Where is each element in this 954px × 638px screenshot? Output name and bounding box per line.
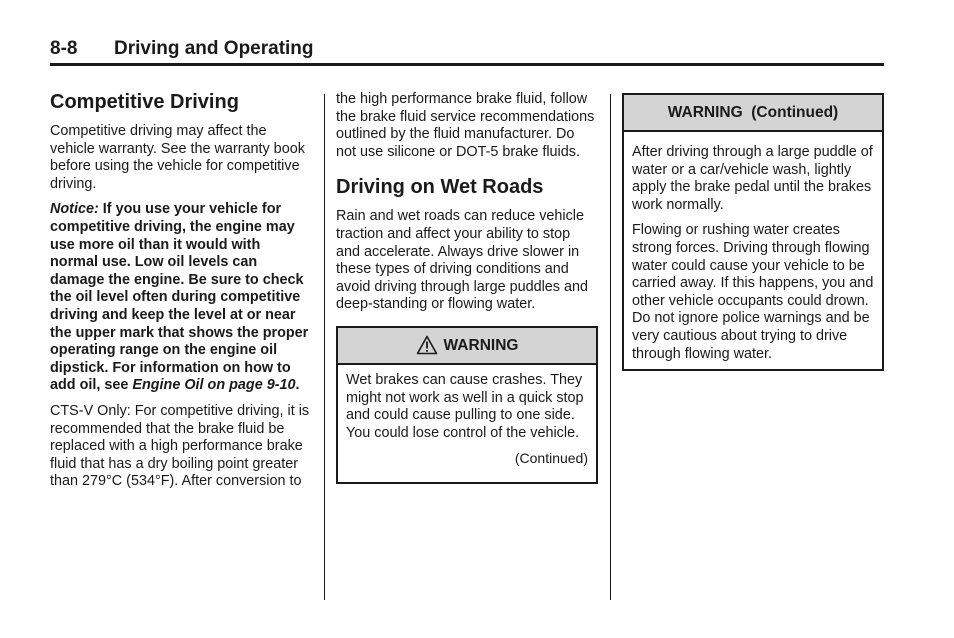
warning-body [338,365,596,482]
page-header [50,38,884,64]
warning-header [338,328,596,365]
header-rule [50,63,884,66]
notice-text: If you use your vehicle for competitive driving, the engine may use more oil than it would with normal use. Low oil levels can damage the engine. Be sure to check the oil level often during competitive driving and keep the level at or near the upper mark that shows the proper operating range on the engine oil dipstick. For information on how to add oil, see [50,201,309,394]
after-driving-paragraph: After driving through a large puddle of water or a car/vehicle wash, lightly apply the brake pedal until the brakes work normally. [632,144,873,213]
page-number: 8-8 [50,38,78,59]
warning-continued-box [622,93,884,371]
column-1 [50,90,312,499]
brake-fluid-continued: the high performance brake fluid, follow the brake fluid service recommendations outlined by the fluid manufacturer. Do not use silicone or DOT-5 brake fluids. [336,91,595,160]
competitive-driving-heading: Competitive Driving [50,91,239,113]
column-divider [324,94,325,600]
column-2 [336,91,598,484]
flowing-water-paragraph: Flowing or rushing water creates strong forces. Driving through flowing water could cause your vehicle to be carried away. If this happens, you and other vehicle occupants could drown. Do not ignore police warnings and be very cautious about trying to drive through flowing water. [632,222,874,362]
warning-text: Wet brakes can cause crashes. They might not work as well in a quick stop and could cause pulling to one side. You could lose control of the vehicle. [346,371,584,441]
notice-end: . [295,377,300,394]
notice-paragraph [50,201,312,395]
notice-label: Notice: [50,201,99,218]
competitive-intro: Competitive driving may affect the vehicle warranty. See the warranty book before using the vehicle for competitive driving. [50,123,305,192]
ctsv-paragraph: CTS-V Only: For competitive driving, it is recommended that the brake fluid be replaced with a high performance brake fluid that has a dry boiling point greater than 279°C (534°F). After conversion to [50,402,310,490]
wet-roads-paragraph: Rain and wet roads can reduce vehicle traction and affect your ability to stop and accelerate. Always drive slower in these types of driving conditions and avoid driving through large puddles and deep-standing or flowing water. [336,208,589,313]
engine-oil-link[interactable]: Engine Oil on page 9-10 [132,377,296,394]
warning-continued-header [624,95,882,132]
warning-triangle-icon [416,335,438,355]
warning-box [336,326,598,484]
column-3 [622,93,884,371]
warning-title: WARNING [443,336,519,354]
column-divider [610,94,611,600]
warning-continued-title: WARNING (Continued) [667,103,839,121]
section-title: Driving and Operating [114,38,314,59]
wet-roads-heading: Driving on Wet Roads [336,176,544,199]
warning-continued-body [624,132,882,369]
continued-label: (Continued) [514,450,588,467]
